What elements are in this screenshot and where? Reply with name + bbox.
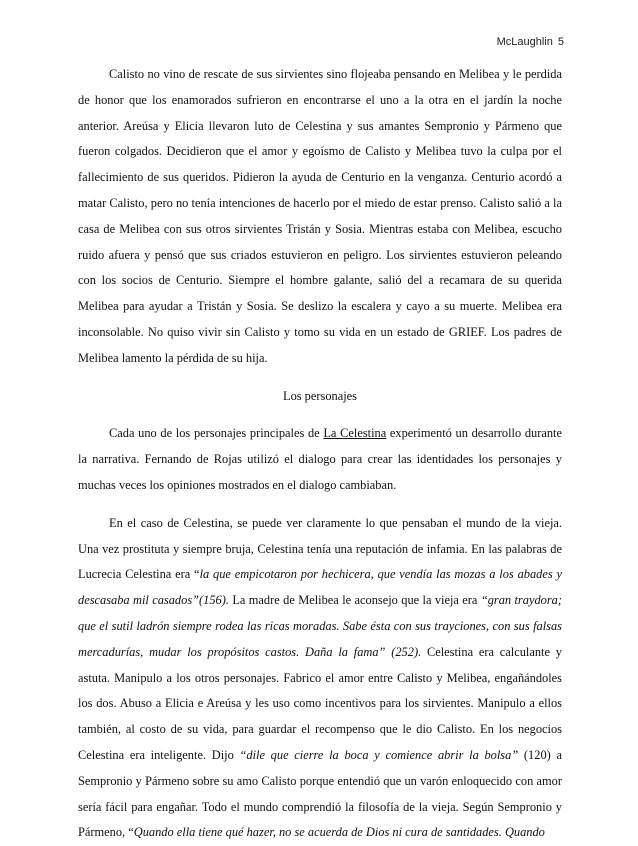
text-run: La madre de Melibea le aconsejo que la vieja era — [228, 593, 481, 608]
header-page-number: 5 — [557, 36, 564, 48]
text-run: (120) a Sempronio y Pármeno sobre su amo Calisto porque entendió que un varón enloquecido con amor sería fácil para engañar. Todo el mundo comprendió la filosofía de la vieja. Según Sempronio y Pármeno, “ — [78, 747, 562, 840]
quote-bolsa: “dile que cierre la boca y comience abrir la bolsa” — [239, 747, 519, 762]
document-body — [78, 62, 562, 846]
text-run: Celestina era calculante y astuta. Manipulo a los otros personajes. Fabrico el amor entre Calisto y Melibea, engañándoles los dos. Abuso a Elicia e Areúsa y les uso como incentivos para los sirvientes. Manipulo a ellos también, al costo de su vida, para guardar el recompenso que le dio Calisto. En los negocios Celestina era inteligente. Dijo — [78, 644, 562, 762]
paragraph-summary: Calisto no vino de rescate de sus sirvientes sino flojeaba pensando en Melibea y le perdida de honor que los enamorados sufrieron en encontrarse el uno a la otra en el jardín la noche anterior. Areúsa y Elicia llevaron luto de Celestina y sus amantes Sempronio y Pármeno que fueron colgados. Decidieron que el amor y egoísmo de Calisto y Melibea tuvo la culpa por el fallecimiento de sus queridos. Pidieron la ayuda de Centurio en la venganza. Centurio acordó a matar Calisto, pero no tenía intenciones de hacerlo por el miedo de estar prenso. Calisto salió a la casa de Melibea con sus otros sirvientes Tristán y Sosia. Mientras estaba con Melibea, escucho ruido afuera y pensó que sus criados estuvieron en peligro. Los sirvientes estuvieron peleando con los socios de Centurio. Siempre el hombre galante, salió del a recamara de su querida Melibea para ayudar a Tristán y Sosia. Se deslizo la escalera y cayo a su muerte. Melibea era inconsolable. No quiso vivir sin Calisto y tomo su vida en un estado de GRIEF. Los padres de Melibea lamento la pérdida de su hija. — [78, 67, 562, 365]
paragraph-celestina — [78, 511, 562, 846]
header-author: McLaughlin — [496, 36, 553, 48]
text-run: Cada uno de los personajes principales de — [109, 426, 324, 441]
quote-sempronio: Quando ella tiene qué hazer, no se acuerda de Dios ni cura de santidades. Quando — [133, 825, 545, 840]
paragraph-characters-intro — [78, 421, 562, 498]
section-heading: Los personajes — [283, 388, 357, 403]
page-header — [497, 36, 564, 48]
text-run: En el caso de Celestina, se puede ver claramente lo que pensaban el mundo de la vieja. Una vez prostituta y siempre bruja, Celestina tenía una reputación de infamia. En las palabras de Lucrecia Celestina era “ — [78, 515, 562, 582]
text-run: experimentó un desarrollo durante la narrativa. Fernando de Rojas utilizó el dialogo para crear las identidades los personajes y muchas veces los opiniones mostrados en el dialogo cambiaban. — [78, 426, 562, 492]
quote-madre: “gran traydora; que el sutil ladrón siempre rodea las ricas moradas. Sabe ésta con sus trayciones, con sus falsas mercadurías, mudar los propósitos castos. Daña la fama” (252). — [78, 593, 562, 659]
quote-lucrecia: la que empicotaron por hechicera, que vendía las mozas a los abades y descasaba mil casados”(156). — [78, 567, 562, 608]
book-title: La Celestina — [323, 426, 387, 441]
